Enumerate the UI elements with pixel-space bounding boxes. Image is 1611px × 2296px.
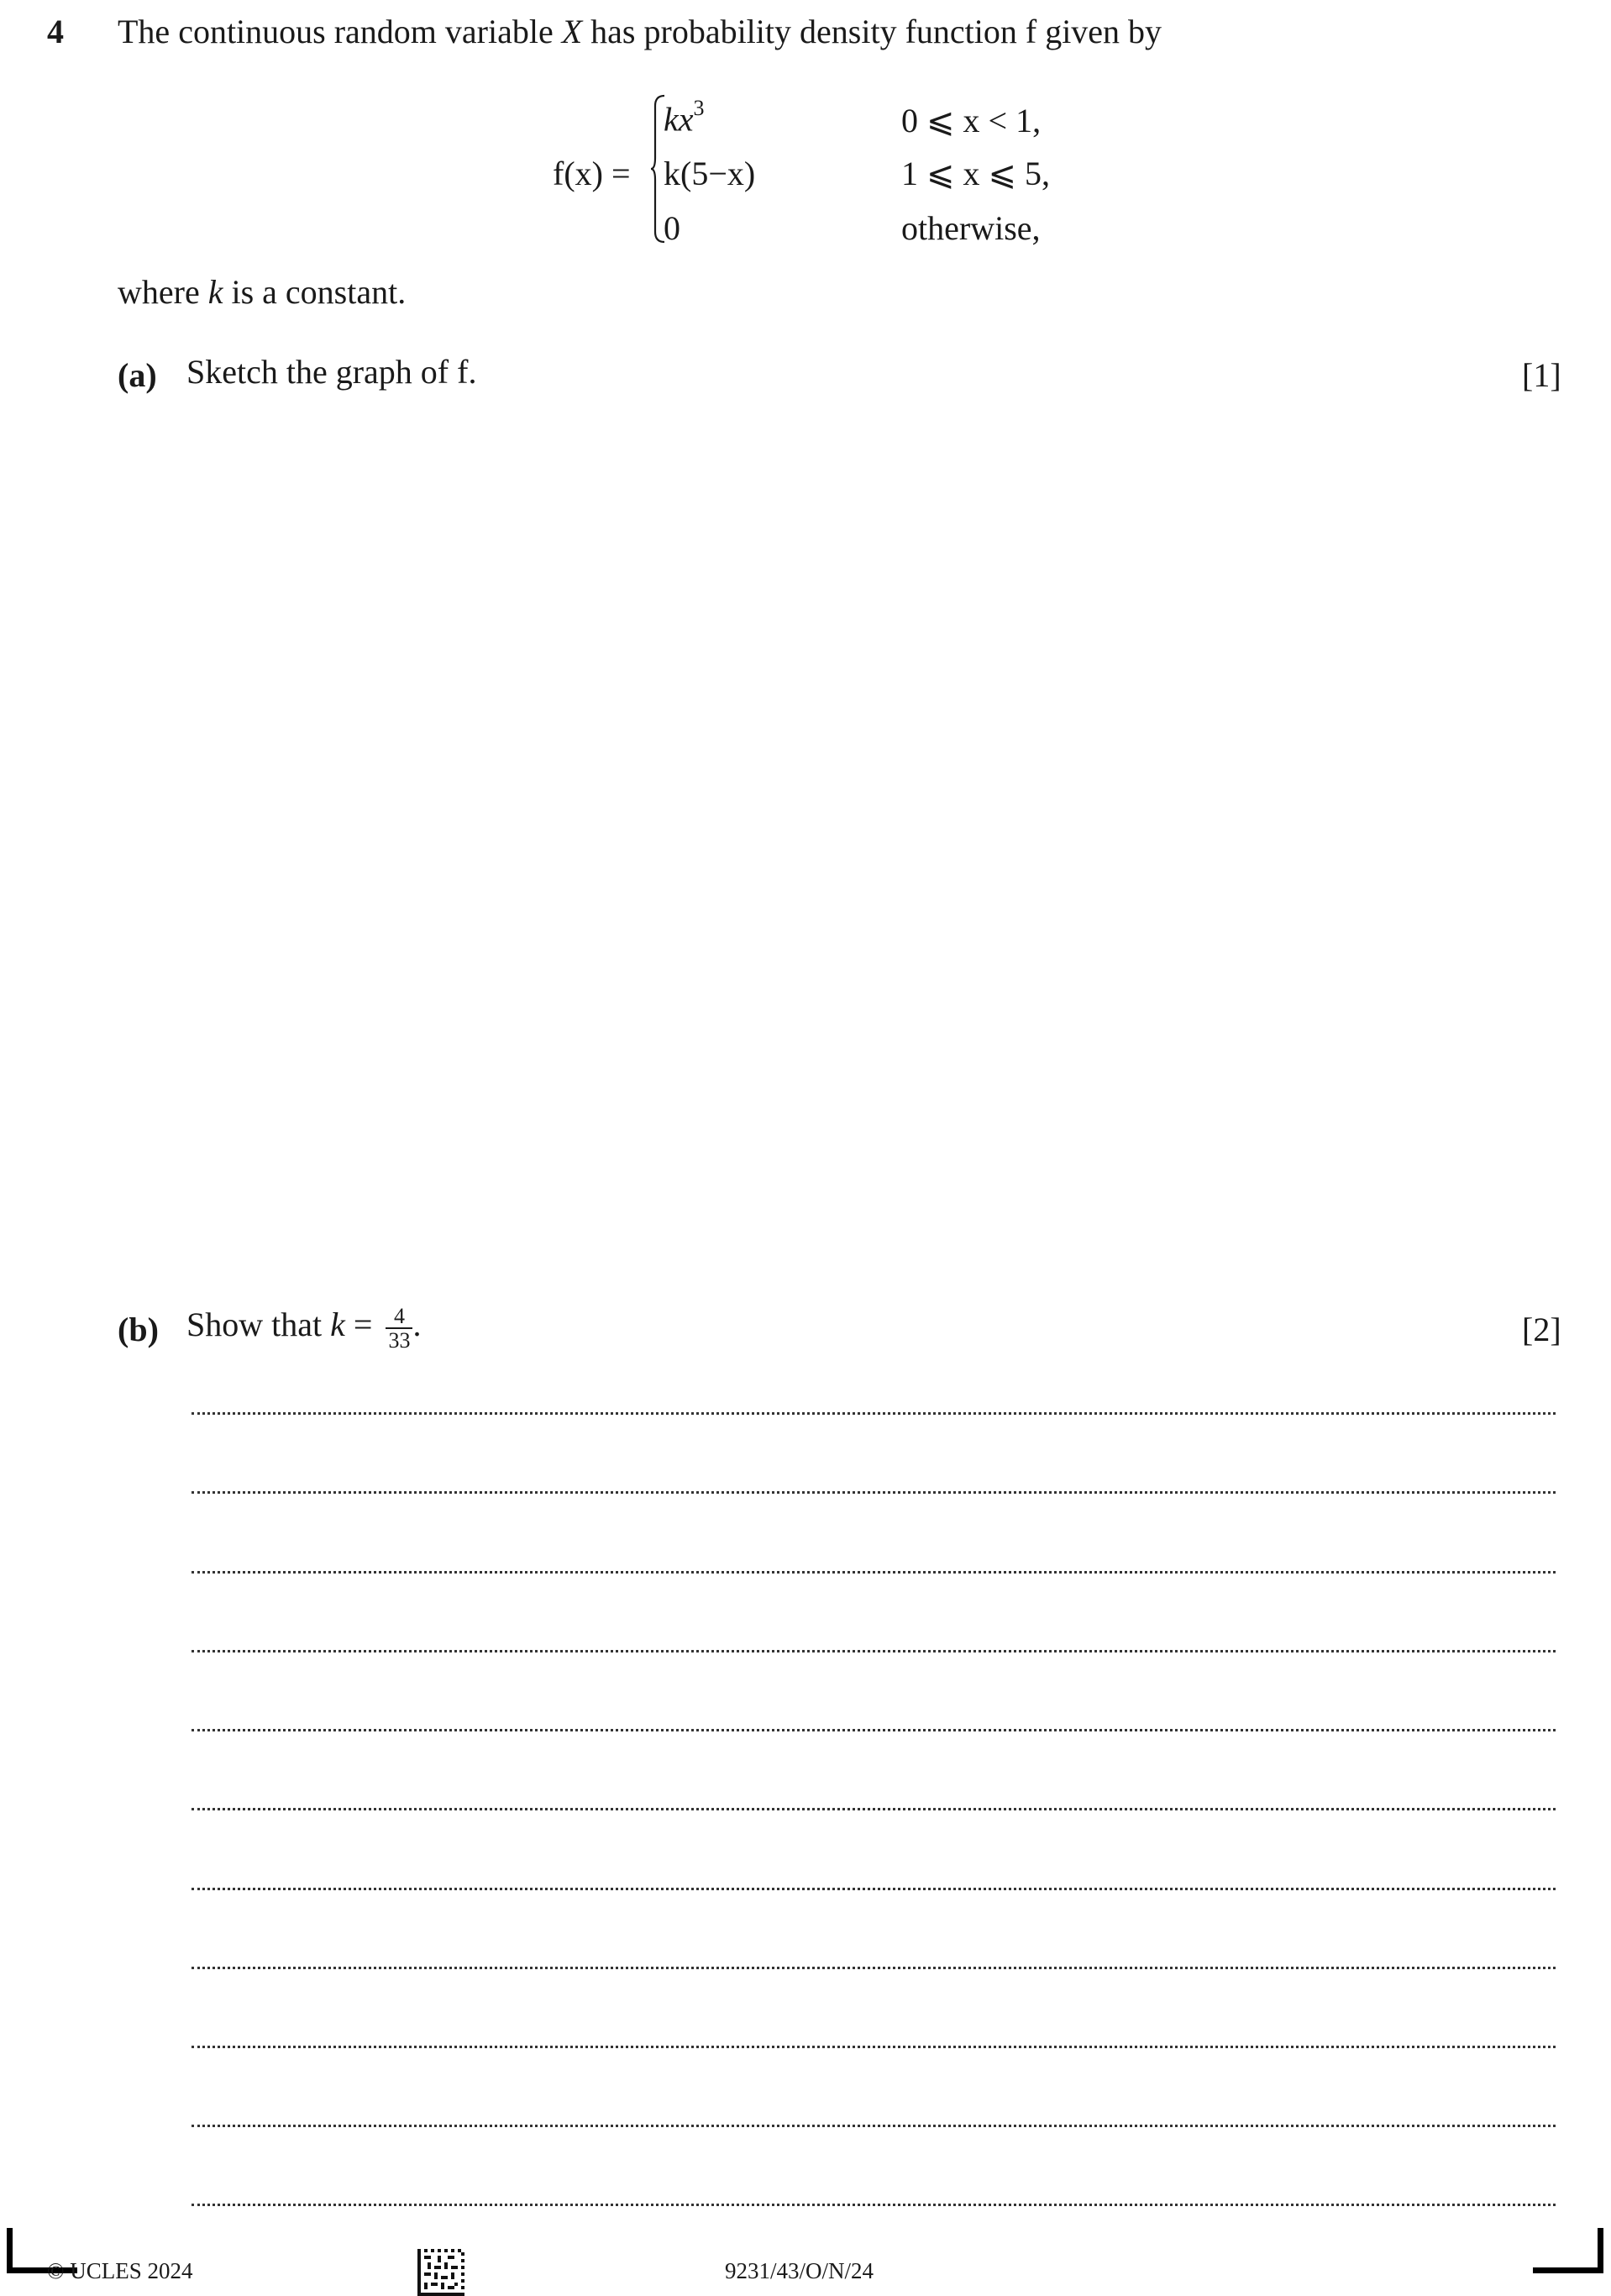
answer-line[interactable]	[192, 1888, 1556, 1890]
k-fraction: $\frac{4}{33}$	[386, 1305, 412, 1353]
part-b-text: Show that k = $\frac{4}{33}$ .	[186, 1303, 422, 1353]
answer-line[interactable]	[192, 1412, 1556, 1415]
case-2-expression: k(5−x)	[664, 155, 756, 192]
answer-line[interactable]	[192, 2046, 1556, 2048]
answer-line[interactable]	[192, 1650, 1556, 1652]
sketch-answer-area[interactable]	[118, 420, 1562, 1260]
corner-mark-right	[1533, 2267, 1603, 2273]
answer-line[interactable]	[192, 1729, 1556, 1731]
question-stem	[118, 15, 1162, 49]
stem-prefix: The continuous random variable	[118, 13, 554, 50]
part-a-label: (a)	[118, 356, 157, 394]
case-2-condition: 1 ⩽ x ⩽ 5,	[901, 155, 1051, 192]
paper-code: 9231/43/O/N/24	[725, 2258, 874, 2283]
answer-line[interactable]	[192, 1808, 1556, 1810]
part-b-label: (b)	[118, 1311, 159, 1348]
pdf-lhs: f(x) =	[553, 155, 631, 192]
part-a-marks: [1]	[1522, 356, 1561, 394]
part-b-marks: [2]	[1522, 1311, 1561, 1348]
part-a-text: Sketch the graph of f.	[186, 353, 477, 391]
answer-line[interactable]	[192, 1967, 1556, 1969]
answer-line[interactable]	[192, 2125, 1556, 2127]
answer-line[interactable]	[192, 1571, 1556, 1574]
answer-line[interactable]	[192, 2204, 1556, 2206]
corner-mark-right	[1598, 2228, 1603, 2273]
case-3-condition: otherwise,	[901, 209, 1041, 247]
corner-mark-left	[7, 2228, 13, 2273]
stem-variable: X	[561, 13, 583, 50]
answer-line[interactable]	[192, 1491, 1556, 1494]
case-1-condition: 0 ⩽ x < 1,	[901, 102, 1042, 139]
stem-suffix: has probability density function f given by	[590, 13, 1162, 50]
question-number: 4	[47, 13, 64, 50]
copyright-text: © UCLES 2024	[47, 2258, 193, 2283]
case-1-expression: $kx^3$	[664, 96, 705, 139]
barcode-icon	[417, 2249, 464, 2296]
constant-note: where k is a constant.	[118, 273, 407, 311]
case-3-expression: 0	[664, 209, 680, 247]
